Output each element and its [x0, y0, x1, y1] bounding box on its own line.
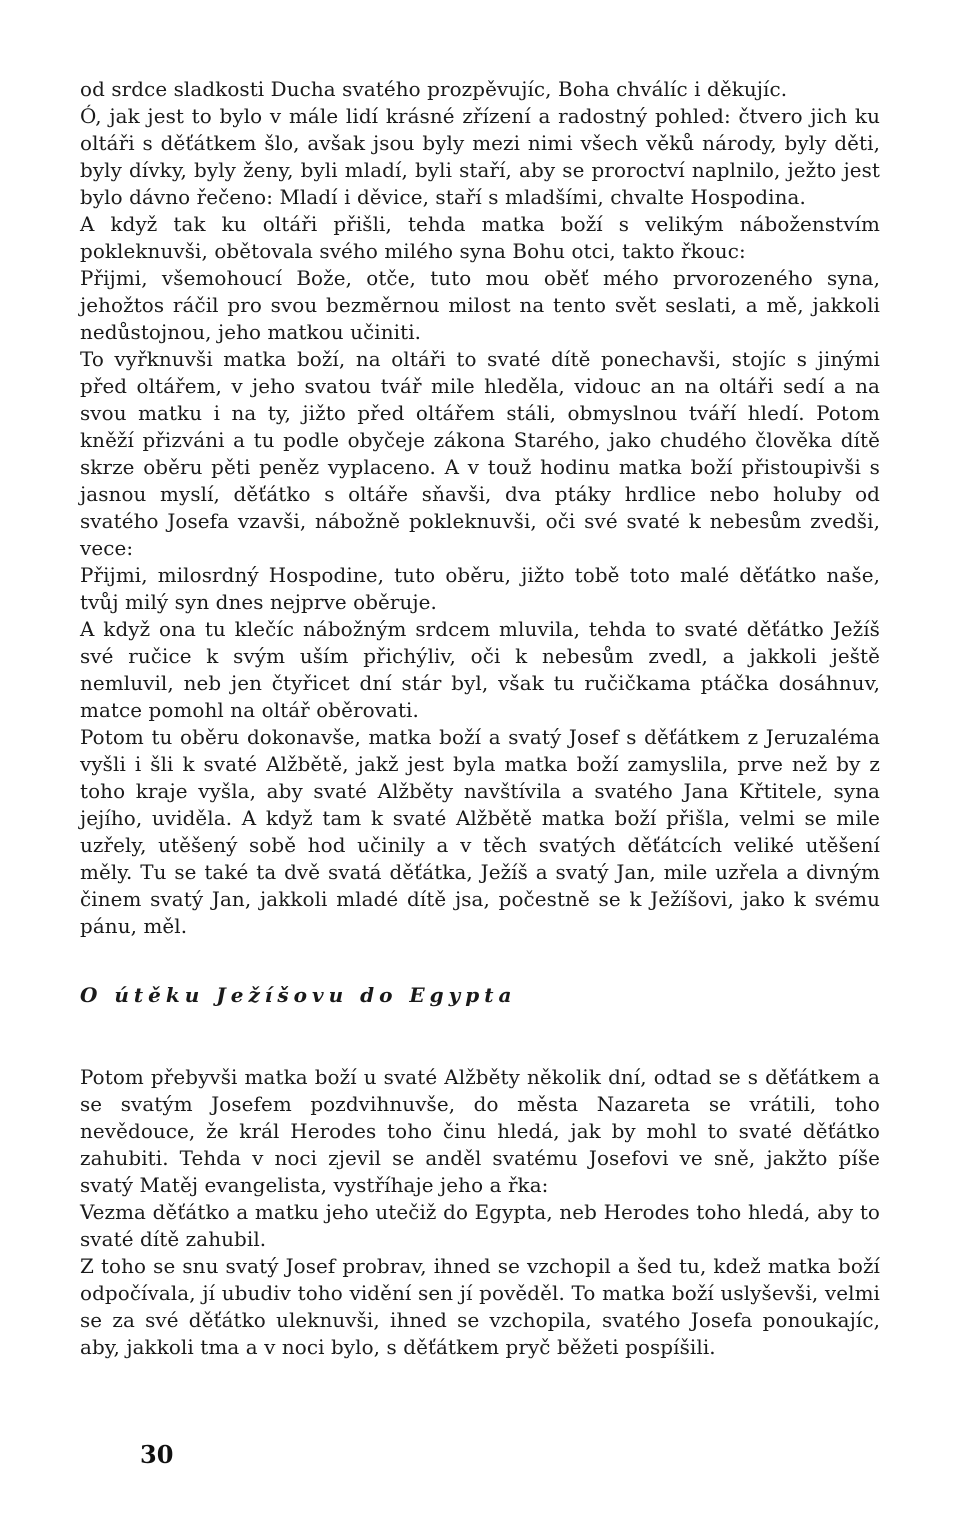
- paragraph: A když tak ku oltáři přišli, tehda matka boží s velikým náboženstvím pokleknuvši, obětovala svého milého syna Bohu otci, takto řkouc:: [80, 213, 880, 263]
- paragraph: Potom tu oběru dokonavše, matka boží a svatý Josef s děťátkem z Jeruzaléma vyšli i šli k svaté Alžbětě, jakž jest byla matka boží zamyslila, prve než by z toho kraje vyšla, aby svaté Alžběty navštívila a svatého Jana Křtitele, syna jejího, uviděla. A když tam k svaté Alžbětě matka boží přišla, velmi se mile uzřely, utěšený sobě hod učinily a v těch svatých děťátcích veliké utěšení měly. Tu se také ta dvě svatá děťátka, Ježíš a svatý Jan, mile uzřela a divným činem svatý Jan, jakkoli mladé dítě jsa, počestně se k Ježíšovi, jako k svému pánu, měl.: [80, 726, 880, 938]
- paragraph: Potom přebyvši matka boží u svaté Alžběty několik dní, odtad se s děťátkem a se svatým Josefem pozdvihnuvše, do města Nazareta se vrátili, toho nevědouce, že král Herodes toho činu hledá, jak by mohl to svaté děťátko zahubiti. Tehda v noci zjevil se anděl svatému Josefovi ve sně, jakžto píše svatý Matěj evangelista, vystříhaje jeho a řka:: [80, 1066, 880, 1197]
- paragraph: od srdce sladkosti Ducha svatého prozpěvujíc, Boha chválíc i děkujíc.: [80, 78, 788, 101]
- text-section-bottom: [80, 1064, 880, 1361]
- paragraph: Ó, jak jest to bylo v mále lidí krásné zřízení a radostný pohled: čtvero jich ku oltáři s děťátkem šlo, avšak jsou byly mezi nimi všech věků národy, byly děti, byly dívky, byly ženy, byli mladí, byli staří, aby se proroctví naplnilo, ježto jest bylo dávno řečeno: Mladí i děvice, staří s mladšími, chvalte Hospodina.: [80, 105, 880, 209]
- page-body-top: [80, 76, 880, 940]
- paragraph: Vezma děťátko a matku jeho utečiž do Egypta, neb Herodes toho hledá, aby to svaté dítě zahubil.: [80, 1201, 880, 1251]
- paragraph: Přijmi, všemohoucí Bože, otče, tuto mou oběť mého prvorozeného syna, jehožtos ráčil pro svou bezměrnou milost na tento svět seslati, a mě, jakkoli nedůstojnou, jeho matkou učiniti.: [80, 267, 880, 344]
- text-section-top: [80, 76, 880, 940]
- paragraph: Z toho se snu svatý Josef probrav, ihned se vzchopil a šed tu, kdež matka boží odpočívala, jí ubudiv toho vidění sen jí pověděl. To matka boží uslyševši, velmi se za své děťátko uleknuvši, ihned se vzchopila, svatého Josefa ponoukajíc, aby, jakkoli tma a v noci bylo, s děťátkem pryč běžeti pospíšili.: [80, 1255, 880, 1359]
- paragraph: A když ona tu klečíc nábožným srdcem mluvila, tehda to svaté děťátko Ježíš své ručice k svým uším přichýliv, oči k nebesům zvedl, a jakkoli ještě nemluvil, neb jen čtyřicet dní stár byl, však tu ručičkama ptáčka dosáhnuv, matce pomohl na oltář oběrovati.: [80, 618, 880, 722]
- paragraph: To vyřknuvši matka boží, na oltáři to svaté dítě ponechavši, stojíc s jinými před oltářem, v jeho svatou tvář mile hleděla, vidouc an na oltáři sedí a na svou matku i na ty, jižto před oltářem stáli, obmyslnou tváří hledí. Potom kněží přizváni a tu podle obyčeje zákona Starého, jako chudého člověka dítě skrze oběru pěti peněz vyplaceno. A v touž hodinu matka boží přistoupivši s jasnou myslí, děťátko s oltáře sňavši, dva ptáky hrdlice nebo holuby od svatého Josefa vzavši, nábožně pokleknuvši, oči své svaté k nebesům zvedši, vece:: [80, 348, 880, 560]
- paragraph: Přijmi, milosrdný Hospodine, tuto oběru, jižto tobě toto malé děťátko naše, tvůj milý syn dnes nejprve oběruje.: [80, 564, 880, 614]
- chapter-heading: O útěku Ježíšovu do Egypta: [80, 983, 517, 1007]
- page-number: 30: [140, 1440, 174, 1469]
